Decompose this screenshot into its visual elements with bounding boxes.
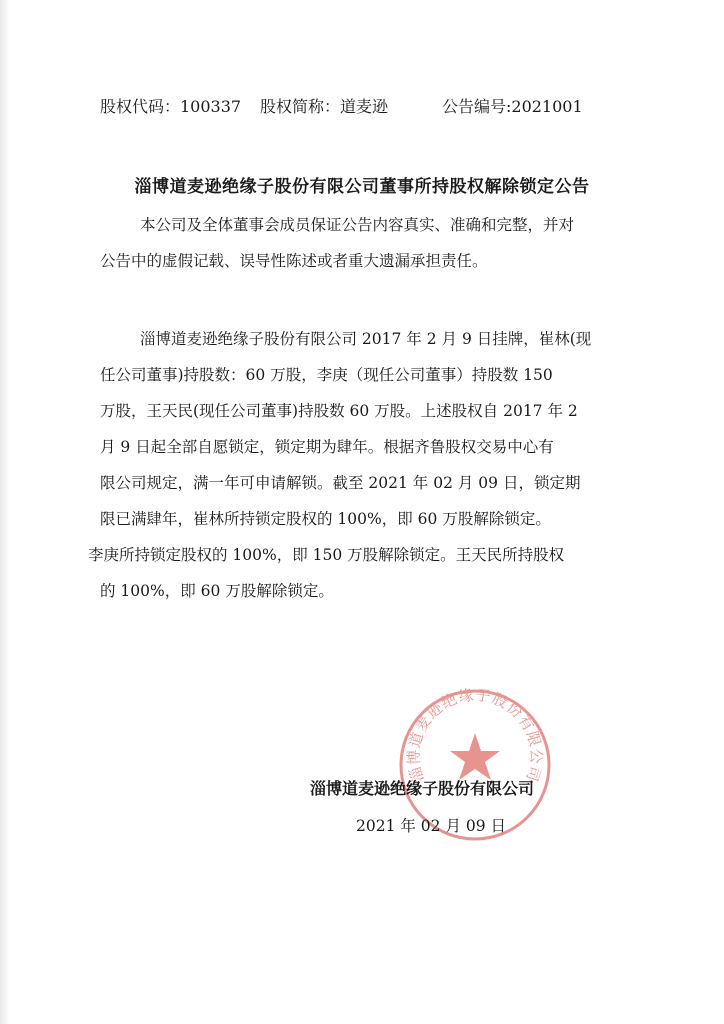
signature-company: 淄博道麦逊绝缘子股份有限公司	[310, 779, 535, 798]
body-line: 限已满肆年，崔林所持锁定股权的 100%，即 60 万股解除锁定。	[100, 510, 551, 528]
announcement-title: 淄博道麦逊绝缘子股份有限公司董事所持股权解除锁定公告	[134, 177, 590, 197]
body-line: 限公司规定，满一年可申请解锁。截至 2021 年 02 月 09 日，锁定期	[100, 474, 581, 492]
announcement-number: 公告编号:2021001	[442, 97, 583, 116]
equity-code: 股权代码：100337	[100, 97, 242, 116]
body-line: 月 9 日起全部自愿锁定，锁定期为肆年。根据齐鲁股权交易中心有	[100, 438, 554, 456]
body-line: 李庚所持锁定股权的 100%，即 150 万股解除锁定。王天民所持股权	[88, 546, 565, 564]
body-line: 淄博道麦逊绝缘子股份有限公司 2017 年 2 月 9 日挂牌，崔林(现	[140, 330, 592, 348]
scan-edge-shadow	[0, 0, 10, 1024]
seal-star-icon	[450, 733, 500, 780]
body-line: 万股，王天民(现任公司董事)持股数 60 万股。上述股权自 2017 年 2	[100, 402, 578, 420]
declaration-paragraph	[100, 207, 574, 279]
body-line: 的 100%，即 60 万股解除锁定。	[100, 582, 334, 600]
body-paragraph	[88, 321, 592, 609]
body-line: 任公司董事)持股数：60 万股，李庚（现任公司董事）持股数 150	[100, 366, 553, 384]
declaration-line: 公告中的虚假记载、误导性陈述或者重大遗漏承担责任。	[100, 252, 488, 270]
seal-text: 淄博道麦逊绝缘子股份有限公司	[404, 685, 546, 785]
declaration-line: 本公司及全体董事会成员保证公告内容真实、准确和完整，并对	[140, 216, 575, 234]
signature-date: 2021 年 02 月 09 日	[356, 817, 507, 835]
equity-abbreviation: 股权简称：道麦逊	[260, 97, 389, 116]
